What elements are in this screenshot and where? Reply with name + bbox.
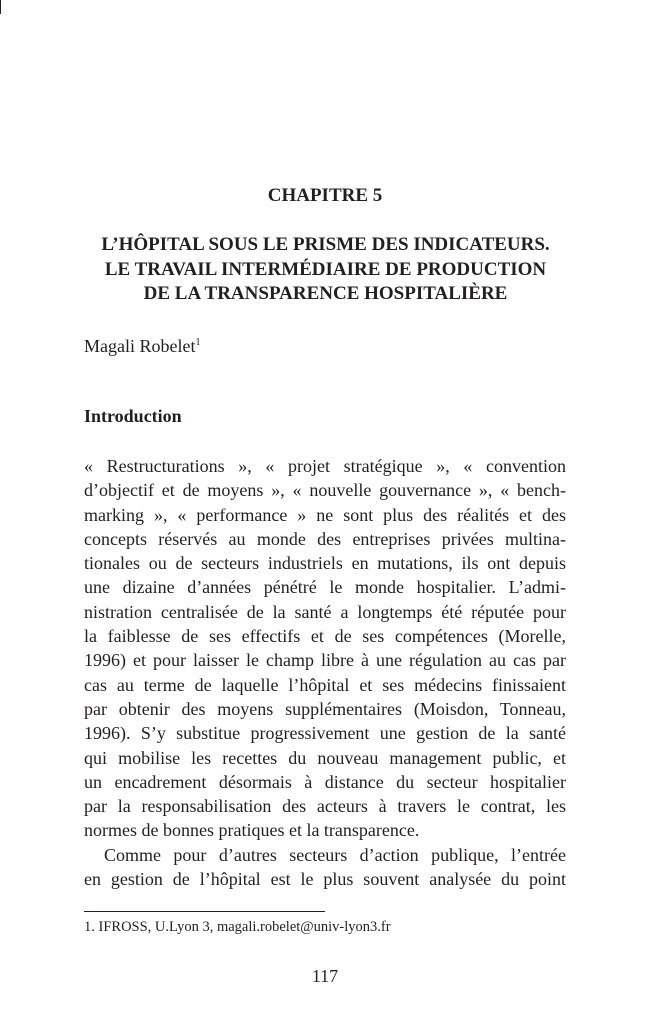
footnote-marker: 1: [195, 337, 201, 348]
chapter-number: CHAPITRE 5: [267, 185, 383, 206]
body-line: tionales ou de secteurs industriels en mutations, ils ont depuis: [84, 553, 566, 574]
body-line: « Restructurations », « projet stratégique », « convention: [84, 456, 566, 476]
body-text: [84, 454, 566, 891]
chapter-title: [84, 233, 567, 307]
chapter-title-line: L’HÔPITAL SOUS LE PRISME DES INDICATEURS.: [101, 234, 550, 255]
body-line: qui mobilise les recettes du nouveau management public, et: [84, 747, 566, 768]
body-line: marking », « performance » ne sont plus des réalités et des: [84, 504, 566, 525]
footnote-rule: [84, 911, 325, 912]
crop-mark: [0, 0, 1, 14]
section-heading: Introduction: [84, 406, 182, 426]
chapter-title-line: LE TRAVAIL INTERMÉDIAIRE DE PRODUCTION: [104, 258, 547, 280]
page-number: 117: [311, 966, 339, 986]
body-line: 1996). S’y substitue progressivement une gestion de la santé: [84, 723, 566, 744]
body-line: d’objectif et de moyens », « nouvelle gouvernance », « bench-: [84, 480, 566, 501]
body-line: par obtenir des moyens supplémentaires (Moisdon, Tonneau,: [84, 698, 566, 719]
author-line: [84, 334, 200, 358]
body-line: par la responsabilisation des acteurs à travers le contrat, les: [84, 796, 566, 817]
body-line: cas au terme de laquelle l’hôpital et ses médecins finissaient: [84, 674, 566, 695]
body-line: nistration centralisée de la santé a longtemps été réputée pour: [84, 601, 566, 622]
body-line: en gestion de l’hôpital est le plus souvent analysée du point: [84, 869, 566, 890]
footnote: 1. IFROSS, U.Lyon 3, magali.robelet@univ-lyon3.fr: [84, 919, 391, 935]
body-line: concepts réservés au monde des entreprises privées multina-: [84, 528, 566, 549]
body-line: 1996) et pour laisser le champ libre à une régulation au cas par: [84, 650, 566, 671]
body-line: Comme pour d’autres secteurs d’action publique, l’entrée: [104, 844, 566, 865]
body-line: normes de bonnes pratiques et la transparence.: [84, 820, 420, 841]
author-name: Magali Robelet: [84, 336, 196, 356]
body-line: une dizaine d’années pénétré le monde hospitalier. L’admi-: [84, 577, 566, 598]
body-line: un encadrement désormais à distance du secteur hospitalier: [84, 771, 566, 792]
chapter-title-line: DE LA TRANSPARENCE HOSPITALIÈRE: [143, 283, 508, 304]
body-line: la faiblesse de ses effectifs et de ses compétences (Morelle,: [84, 626, 566, 647]
